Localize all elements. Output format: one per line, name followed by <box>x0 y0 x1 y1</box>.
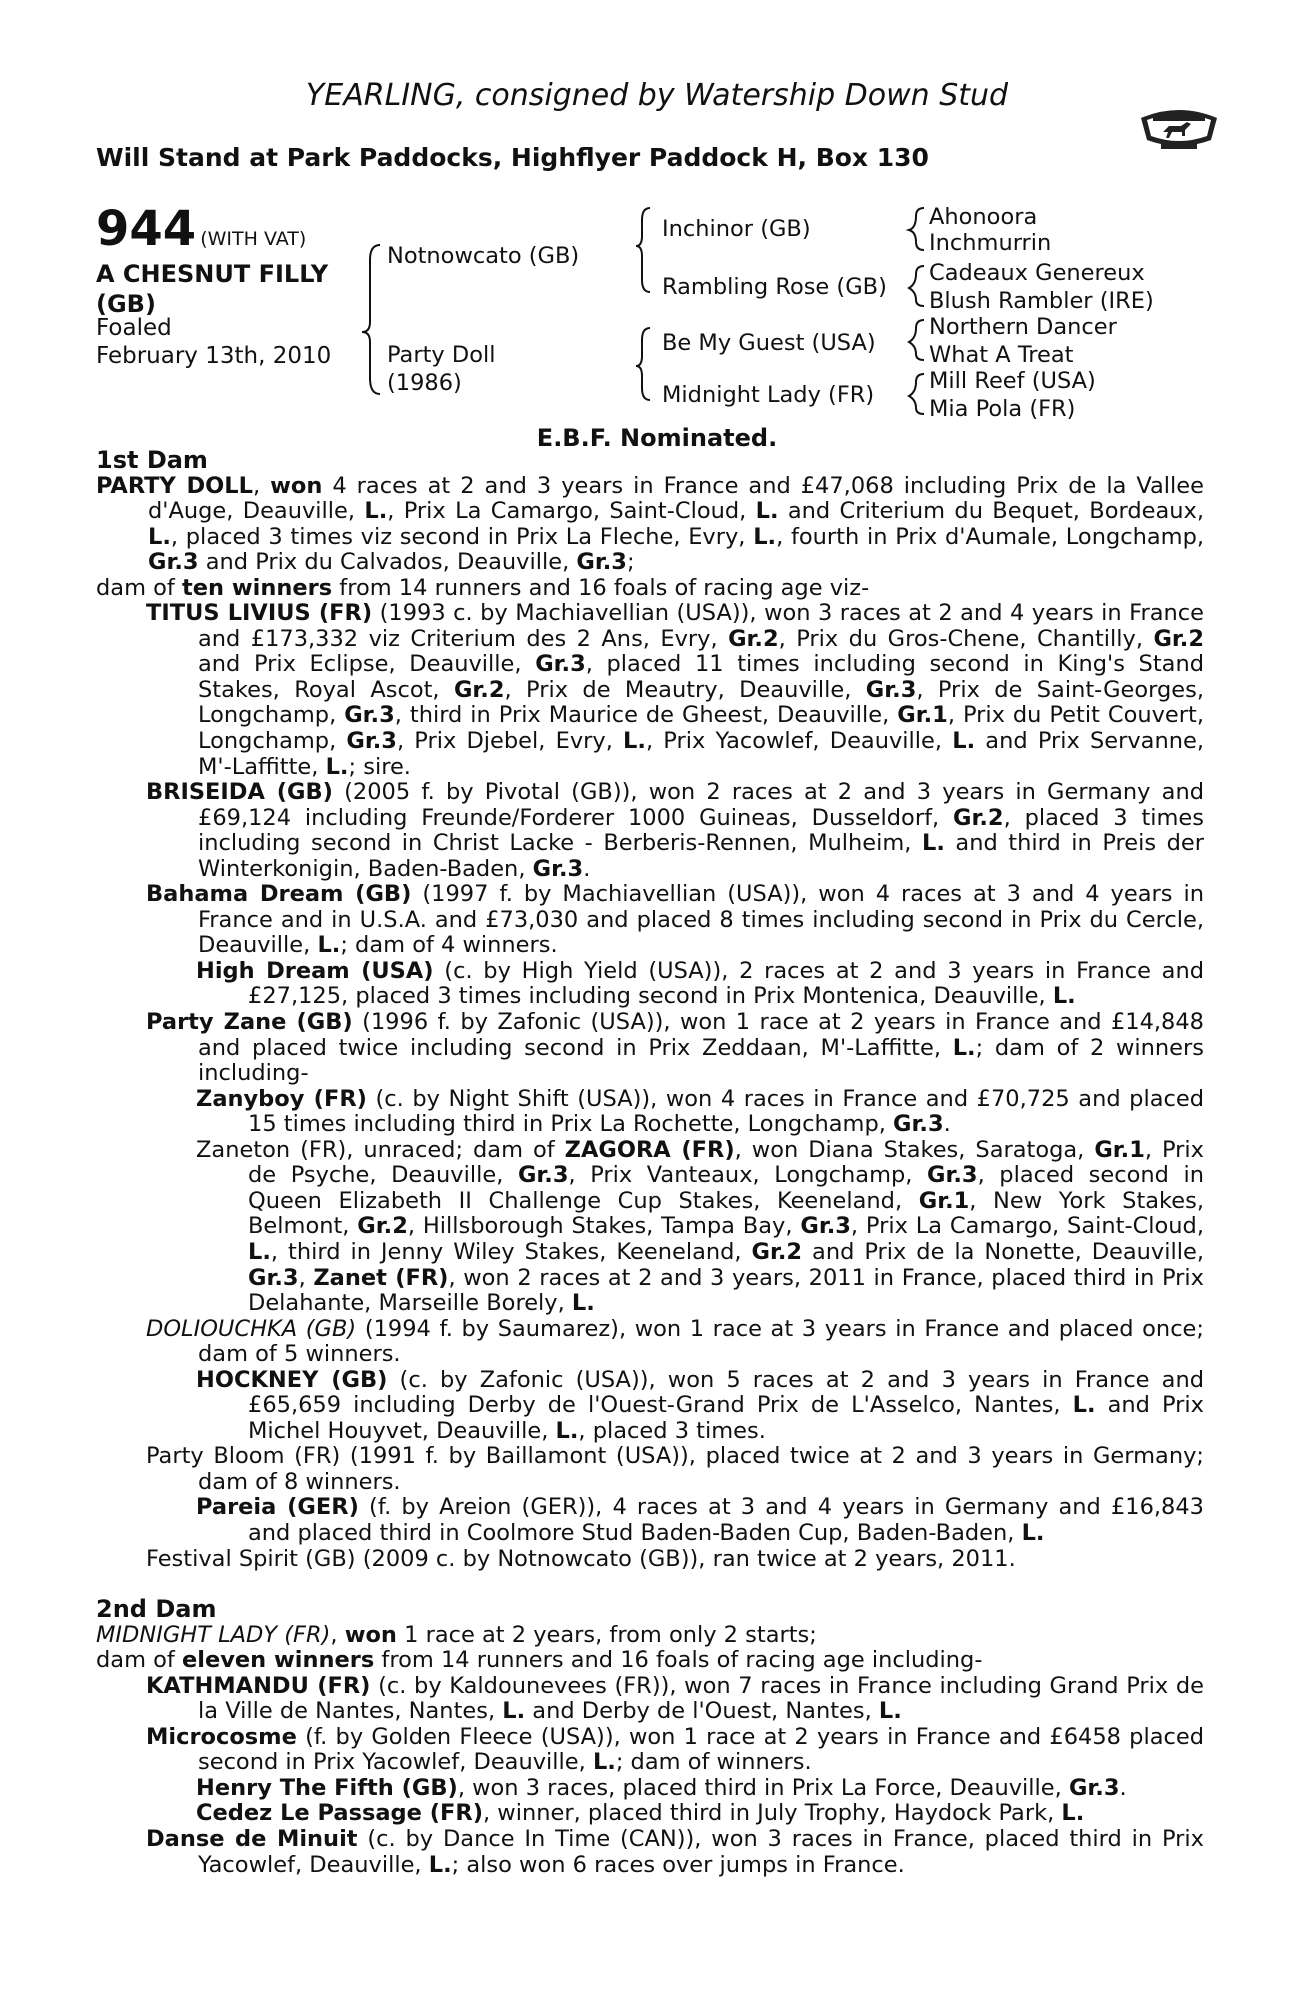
produce-entry: Party Bloom (FR) (1991 f. by Baillamont (USA)), placed twice at 2 and 3 years in Germany; dam of 8 winners. <box>146 1443 1204 1495</box>
catalogue-header: YEARLING, consigned by Watership Down Stud <box>305 78 1009 113</box>
produce-entry: Microcosme (f. by Golden Fleece (USA)), won 1 race at 2 years in France and £6458 placed second in Prix Yacowlef, Deauville, L.; dam of winners. <box>146 1723 1204 1776</box>
pedigree-ssd: Inchmurrin <box>929 230 1052 256</box>
pedigree-dam: Party Doll <box>387 342 496 368</box>
pedigree-dam-dam: Midnight Lady (FR) <box>662 382 875 408</box>
pedigree-sdd: Blush Rambler (IRE) <box>929 288 1154 314</box>
second-dam-summary: dam of eleven winners from 14 runners and 16 foals of racing age including- <box>96 1647 983 1674</box>
pedigree-dss: Northern Dancer <box>929 314 1117 340</box>
produce-entry: Pareia (GER) (f. by Areion (GER)), 4 races at 3 and 4 years in Germany and £16,843 and placed third in Coolmore Stud Baden-Baden Cup, Baden-Baden, L. <box>196 1494 1204 1546</box>
dam-record: PARTY DOLL, won 4 races at 2 and 3 years in France and £47,068 including Prix de la Vallee d'Auge, Deauville, L., Prix La Camargo, Saint-Cloud, L. and Criterium du Bequet, Bordeaux, L., placed 3 times viz second in Prix La Fleche, Evry, L., fourth in Prix d'Aumale, Longchamp, Gr.3 and Prix du Calvados, Deauville, Gr.3; <box>96 472 1205 576</box>
produce-entry: KATHMANDU (FR) (c. by Kaldounevees (FR)), won 7 races in France including Grand Prix de la Ville de Nantes, Nantes, L. and Derby de l'Ouest, Nantes, L. <box>146 1672 1204 1725</box>
produce-entry: Henry The Fifth (GB), won 3 races, placed third in Prix La Force, Deauville, Gr.3. <box>196 1774 1127 1801</box>
pedigree-ddd: Mia Pola (FR) <box>929 396 1076 422</box>
produce-entry: HOCKNEY (GB) (c. by Zafonic (USA)), won 5 races at 2 and 3 years in France and £65,659 including Derby de l'Ouest-Grand Prix de L'Asselco, Nantes, L. and Prix Michel Houyvet, Deauville, L., placed 3 times. <box>196 1366 1205 1444</box>
second-dam-heading: 2nd Dam <box>96 1595 217 1624</box>
pedigree-dam-sire: Be My Guest (USA) <box>662 330 876 356</box>
produce-entry: BRISEIDA (GB) (2005 f. by Pivotal (GB)), won 2 races at 2 and 3 years in Germany and £69,124 including Freunde/Forderer 1000 Guineas, Dusseldorf, Gr.2, placed 3 times including second in Christ Lacke - Berberis-Rennen, Mulheim, L. and third in Preis der Winterkonigin, Baden-Baden, Gr.3. <box>146 779 1204 882</box>
pedigree-dsd: What A Treat <box>929 342 1074 368</box>
vat-note: (WITH VAT) <box>200 228 307 250</box>
pedigree-dds: Mill Reef (USA) <box>929 368 1096 394</box>
pedigree-sds: Cadeaux Genereux <box>929 260 1145 286</box>
produce-record <box>96 448 1204 1878</box>
pedigree-sire: Notnowcato (GB) <box>387 243 580 269</box>
second-dam-record: MIDNIGHT LADY (FR), won 1 race at 2 years, from only 2 starts; <box>96 1621 817 1648</box>
pedigree-dam-year: (1986) <box>387 370 462 396</box>
produce-entry: TITUS LIVIUS (FR) (1993 c. by Machiavellian (USA)), won 3 races at 2 and 4 years in France and £173,332 viz Criterium des 2 Ans, Evry, Gr.2, Prix du Gros-Chene, Chantilly, Gr.2 and Prix Eclipse, Deauville, Gr.3, placed 11 times including second in King's Stand Stakes, Royal Ascot, Gr.2, Prix de Meautry, Deauville, Gr.3, Prix de Saint-Georges, Longchamp, Gr.3, third in Prix Maurice de Gheest, Deauville, Gr.1, Prix du Petit Couvert, Longchamp, Gr.3, Prix Djebel, Evry, L., Prix Yacowlef, Deauville, L. and Prix Servanne, M'-Laffitte, L.; sire. <box>146 600 1205 780</box>
produce-entry: Festival Spirit (GB) (2009 c. by Notnowcato (GB)), ran twice at 2 years, 2011. <box>146 1545 1016 1572</box>
produce-entry: Zaneton (FR), unraced; dam of ZAGORA (FR), won Diana Stakes, Saratoga, Gr.1, Prix de Psyche, Deauville, Gr.3, Prix Vanteaux, Longchamp, Gr.3, placed second in Queen Elizabeth II Challenge Cup Stakes, Keeneland, Gr.1, New York Stakes, Belmont, Gr.2, Hillsborough Stakes, Tampa Bay, Gr.3, Prix La Camargo, Saint-Cloud, L., third in Jenny Wiley Stakes, Keeneland, Gr.2 and Prix de la Nonette, Deauville, Gr.3, Zanet (FR), won 2 races at 2 and 3 years, 2011 in France, placed third in Prix Delahante, Marseille Borely, L. <box>196 1136 1205 1317</box>
pedigree-sss: Ahonoora <box>929 204 1038 230</box>
produce-entry: High Dream (USA) (c. by High Yield (USA)), 2 races at 2 and 3 years in France and £27,125, placed 3 times including second in Prix Montenica, Deauville, L. <box>196 957 1204 1010</box>
foaled-date: February 13th, 2010 <box>96 343 332 369</box>
sex-colour: A CHESNUT FILLY <box>96 260 329 288</box>
produce-entry: Zanyboy (FR) (c. by Night Shift (USA)), won 4 races in France and £70,725 and placed 15 times including third in Prix La Rochette, Longchamp, Gr.3. <box>196 1085 1204 1138</box>
pedigree-sire-dam: Rambling Rose (GB) <box>662 274 887 300</box>
produce-entry: DOLIOUCHKA (GB) (1994 f. by Saumarez), won 1 race at 3 years in France and placed once; dam of 5 winners. <box>146 1315 1204 1368</box>
ebf-nominated: E.B.F. Nominated. <box>536 424 778 452</box>
produce-entry: Party Zane (GB) (1996 f. by Zafonic (USA)), won 1 race at 2 years in France and £14,848 and placed twice including second in Prix Zeddaan, M'-Laffitte, L.; dam of 2 winners including- <box>146 1009 1205 1087</box>
dam-summary: dam of ten winners from 14 runners and 16 foals of racing age viz- <box>96 574 870 601</box>
foaled-label: Foaled <box>96 315 172 341</box>
produce-entry: Cedez Le Passage (FR), winner, placed third in July Trophy, Haydock Park, L. <box>196 1800 1085 1827</box>
produce-entry: Bahama Dream (GB) (1997 f. by Machiavellian (USA)), won 4 races at 3 and 4 years in France and in U.S.A. and £73,030 and placed 8 times including second in Prix du Cercle, Deauville, L.; dam of 4 winners. <box>146 881 1204 959</box>
first-dam-heading: 1st Dam <box>96 446 208 474</box>
lot-number-value: 944 <box>96 201 197 257</box>
pedigree-brackets <box>0 0 1314 440</box>
stand-location: Will Stand at Park Paddocks, Highflyer Paddock H, Box 130 <box>96 143 929 172</box>
pedigree-sire-sire: Inchinor (GB) <box>662 216 811 242</box>
country: (GB) <box>96 290 156 318</box>
produce-entry: Danse de Minuit (c. by Dance In Time (CAN)), won 3 races in France, placed third in Prix Yacowlef, Deauville, L.; also won 6 races over jumps in France. <box>146 1825 1204 1878</box>
